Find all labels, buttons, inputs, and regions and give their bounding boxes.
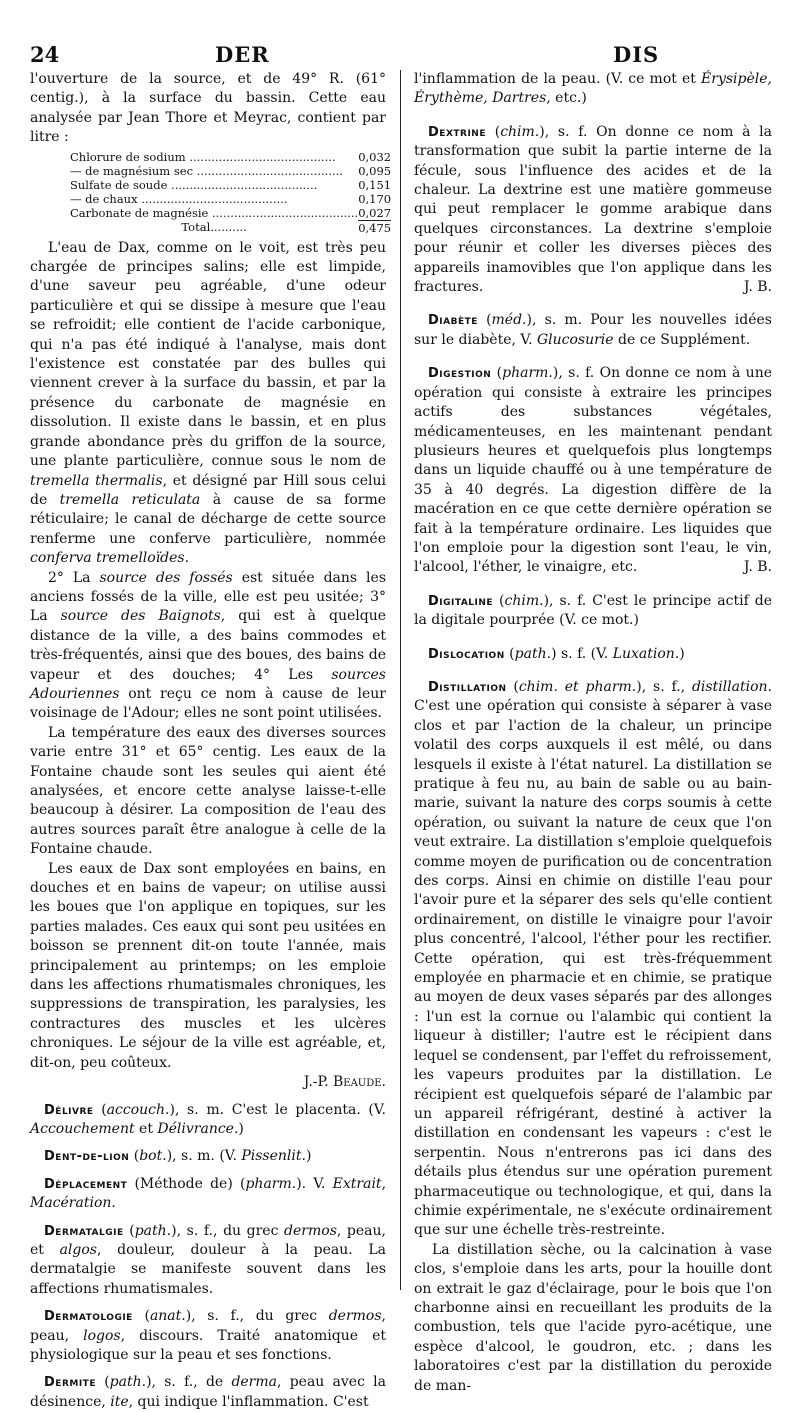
signature-digestion: J. B. <box>743 559 772 576</box>
dax-paragraph-1: L'eau de Dax, comme on le voit, est très peu chargée de principes salins; elle est limpide, d'une saveur peu agréable, d'une odeur particulière et qui se dissipe à mesure que l'eau se refroidit; elle contient de l'acide carbonique, qui n'a pas été indiqué à l'analyse, mais dont l'existence est constatée par des bulles qui viennent crever à la surface du bassin, et par la présence du carbonate de magnésie en dissolution. Il existe dans le bassin, et en plus grande abondance près du griffon de la source, une plante particulière, connue sous le nom de tremella thermalis, et désigné par Hill sous celui de tremella reticulata à cause de sa forme réticulaire; le canal de décharge de cette source renferme une conferve particulière, nommée conferva tremelloïdes. <box>30 239 387 567</box>
analysis-substance: Chlorure de sodium ........................................ <box>70 149 336 164</box>
entry-dent-de-lion: Dent-de-lion (bot.), s. m. (V. Pissenlit.) <box>44 1148 312 1165</box>
analysis-total-label: Total.......... <box>181 220 247 235</box>
left-running-head: DER <box>215 42 270 67</box>
entry-dislocation: Dislocation (path.) s. f. (V. Luxation.) <box>428 645 685 662</box>
analysis-substance: — de chaux ........................................ <box>70 191 288 206</box>
analysis-value: 0,151 <box>358 177 392 192</box>
signature-dextrine: J. B. <box>743 279 772 296</box>
headword-dislocation: Dislocation <box>428 646 505 662</box>
headword-dermite: Dermite <box>44 1375 96 1391</box>
entry-delivre: Délivre (accouch.), s. m. C'est le placenta. (V. Accouchement et Délivrance.) <box>30 1101 387 1137</box>
analysis-row <box>70 178 391 192</box>
headword-dent-de-lion: Dent-de-lion <box>44 1149 130 1165</box>
entry-dextrine: Dextrine (chim.), s. f. On donne ce nom à la transformation que subit la partie interne de la fécule, sous l'influence des acides et de la chaleur. La dextrine est une matière gommeuse qui peut remplacer le gomme arabique dans quelques circonstances. La dextrine s'emploie pour réunir et coller les diverses pièces des appareils inamovibles que l'on applique dans les fractures. J. B. <box>414 123 772 298</box>
headword-dermatalgie: Dermatalgie <box>44 1223 124 1239</box>
analysis-substance: Carbonate de magnésie ........................................ <box>70 205 359 220</box>
column-divider <box>400 70 401 1290</box>
distillation-paragraph-2: La distillation sèche, ou la calcination à vase clos, s'emploie dans les arts, pour la houille dont on extrait le gaz d'éclairage, pour le bois que l'on charbonne ainsi en recueillant les produits de la combustion, tels que l'acide pyro-acétique, une espèce d'alcool, le goudron, etc. ; dans les laboratoires c'est par la distillation du peroxide de man- <box>414 1241 772 1394</box>
headword-distillation: Distillation <box>428 679 507 695</box>
headword-digestion: Digestion <box>428 366 492 382</box>
dermite-continuation: l'inflammation de la peau. (V. ce mot et Érysipèle, Érythème, Dartres, etc.) <box>414 71 772 107</box>
right-column <box>414 70 772 1396</box>
analysis-row <box>70 150 391 164</box>
analysis-row <box>70 164 391 178</box>
analysis-row <box>70 206 391 221</box>
analysis-value: 0,032 <box>358 149 392 164</box>
headword-deplacement: Déplacement <box>44 1176 128 1192</box>
entry-digestion: Digestion (pharm.), s. f. On donne ce nom à une opération qui consiste à extraire les principes actifs des substances végétales, médicamenteuses, en les maintenant pendant plusieurs heures et quelquefois plus longtemps dans un liquide chauffé ou à une température de 35 à 40 degrés. La digestion diffère de la macération en ce que cette dernière opération se fait à la température ordinaire. Les liquides que l'on emploie pour la digestion sont l'eau, le vin, l'alcool, l'éther, le vinaigre, etc. J. B. <box>414 364 772 577</box>
analysis-substance: — de magnésium sec ........................................ <box>70 163 343 178</box>
headword-digitaline: Digitaline <box>428 593 494 609</box>
dax-paragraph-4: Les eaux de Dax sont employées en bains, en douches et en bains de vapeur; on utilise aussi les boues que l'on applique en topiques, sur les parties malades. Ces eaux qui sont peu usitées en boisson se prennent dit-on toute l'année, mais principalement au printemps; on les emploie dans les affections rhumatismales chroniques, les suppressions de transpiration, les paralysies, les contractures des muscles et les ulcères chroniques. Le séjour de la ville est agréable, et, dit-on, peu coûteux. <box>30 860 386 1071</box>
entry-dermite: Dermite (path.), s. f., de derma, peau avec la désinence, ite, qui indique l'inflammation. C'est <box>30 1374 386 1410</box>
entry-distillation: Distillation (chim. et pharm.), s. f., distillation. C'est une opération qui consiste à séparer à vase clos et par l'action de la chaleur, un principe volatil des corps auxquels il est mêlé, ou dans lesquels il existe à l'état naturel. La distillation se pratique à feu nu, au bain de sable ou au bain-marie, suivant la nature des corps soumis à cette opération, ou suivant la nature de ceux que l'on veut extraire. La distillation s'emploie quelquefois comme moyen de purification ou de concentration des corps. Ainsi en chimie on distille l'eau pour l'avoir pure et la séparer des sels qu'elle contient ordinairement, on distille le vinaigre pour l'avoir plus concentré, l'alcool, l'éther pour les rectifier. Cette opération, qui est très-fréquemment employée en pharmacie et en chimie, se pratique au moyen de deux vases séparés par des allonges : l'un est la cornue ou l'alambic qui contient la liqueur à distiller; l'autre est le récipient dans lequel se condensent, par l'effet du refroissement, les vapeurs produites par la distillation. Le récipient est quelquefois séparé de l'alambic par un appareil réfrigérant, destiné à activer la distillation en condensant les vapeurs : c'est le serpentin. Nous n'entrerons pas ici dans des détails plus étendus sur une opération purement pharmaceutique ou technologique, et qui, dans la chimie expérimentale, ne s'exécute ordinairement que sur une échelle très-restreinte. <box>414 678 772 1239</box>
headword-dextrine: Dextrine <box>428 124 486 140</box>
analysis-value: 0,027 <box>358 205 392 220</box>
headword-diabete: Diabète <box>428 313 478 329</box>
entry-digitaline: Digitaline (chim.), s. f. C'est le principe actif de la digitale pourprée (V. ce mot.) <box>414 592 772 629</box>
right-running-head: DIS <box>613 42 660 67</box>
entry-deplacement: Déplacement (Méthode de) (pharm.). V. Extrait, Macération. <box>30 1175 387 1212</box>
entry-dermatologie: Dermatologie (anat.), s. f., du grec dermos, peau, logos, discours. Traité anatomique et physiologique sur la peau et ses fonctions. <box>30 1308 386 1363</box>
dax-intro-paragraph: l'ouverture de la source, et de 49° R. (61° centig.), à la surface du bassin. Cette eau analysée par Jean Thore et Meyrac, contient par litre : <box>30 71 386 146</box>
entry-dermatalgie: Dermatalgie (path.), s. f., du grec dermos, peau, et algos, douleur, douleur à la peau. La dermatalgie se manifeste souvent dans les affections rhumatismales. <box>30 1222 386 1297</box>
page-number: 24 <box>30 42 60 67</box>
dax-paragraph-2: 2° La source des fossés est située dans les anciens fossés de la ville, elle est peu usitée; 3° La source des Baignots, qui est à quelque distance de la ville, a des bains commodes et très-fréquentés, ainsi que des boues, des bains de vapeur et des douches; 4° Les sources Adouriennes ont reçu ce nom à cause de leur voisinage de l'Adour; elles ne sont point utilisées. <box>30 569 387 722</box>
headword-delivre: Délivre <box>44 1102 94 1118</box>
left-column <box>30 70 392 1412</box>
running-header <box>30 42 772 70</box>
analysis-value: 0,170 <box>358 191 392 206</box>
dax-paragraph-3: La température des eaux des diverses sources varie entre 31° et 65° centig. Les eaux de la Fontaine chaude sont les seules qui aient été analysées, et encore cette analyse laisse-t-elle beaucoup à désirer. La composition de l'eau des autres sources paraît être analogue à celle de la Fontaine chaude. <box>30 724 386 858</box>
headword-dermatologie: Dermatologie <box>44 1309 133 1325</box>
author-signature: J.-P. Beaude. <box>303 1074 386 1091</box>
entry-diabete: Diabète (méd.), s. m. Pour les nouvelles idées sur le diabète, V. Glucosurie de ce Supplément. <box>414 312 772 348</box>
water-analysis-table <box>70 150 391 235</box>
analysis-total-row <box>70 220 391 235</box>
analysis-substance: Sulfate de soude ........................................ <box>70 177 318 192</box>
analysis-value: 0,095 <box>358 163 392 178</box>
analysis-total-value: 0,475 <box>358 220 392 235</box>
analysis-row <box>70 192 391 206</box>
